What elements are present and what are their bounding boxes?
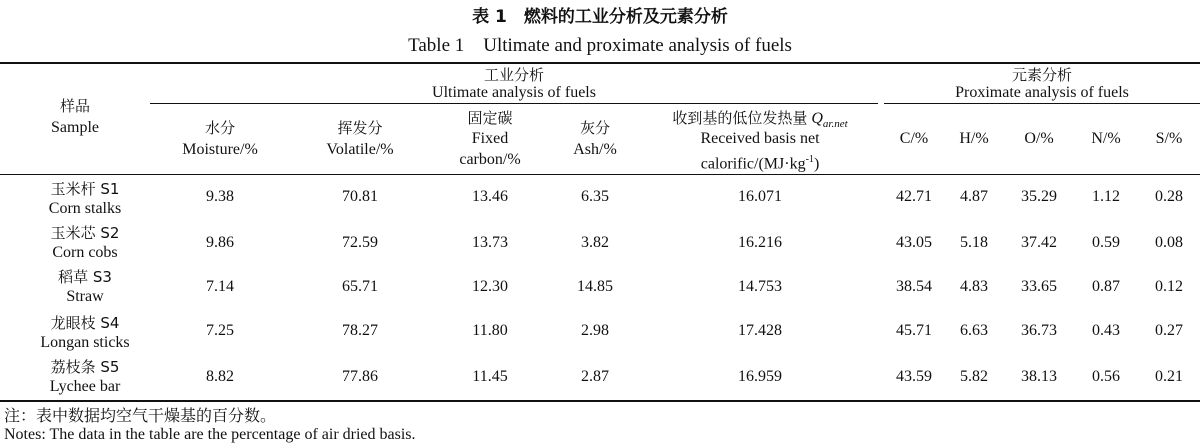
header-calorific-subscript: ar.net [822,118,848,131]
row4-fixed: 11.80 [472,322,508,339]
header-group-elemental-cn: 元素分析 [1011,66,1072,84]
header-sample-cn: 样品 [59,97,90,115]
row3-moisture: 7.14 [206,278,234,295]
header-fixed-en-line1: Fixed [471,130,509,147]
row3-s: 0.12 [1155,278,1183,295]
row5-c: 43.59 [896,368,932,385]
row1-ash: 6.35 [581,188,609,205]
row4-n: 0.43 [1092,322,1120,339]
header-calorific-en-line1: Received basis net [700,130,820,147]
row1-s: 0.28 [1155,188,1183,205]
header-ash-en: Ash/% [573,141,617,158]
row2-c: 43.05 [896,234,932,251]
row3-ash: 14.85 [577,278,613,295]
footnote-cn: 注：表中数据均空气干燥基的百分数。 [4,406,277,425]
header-h: H/% [959,130,989,147]
row2-fixed: 13.73 [472,234,508,251]
row4-calorific: 17.428 [738,322,782,339]
row5-volatile: 77.86 [342,368,378,385]
row2-name-cn: 玉米芯 S2 [50,224,120,242]
row2-h: 5.18 [960,234,988,251]
row1-fixed: 13.46 [472,188,508,205]
row5-h: 5.82 [960,368,988,385]
footnote-en: Notes: The data in the table are the percentage of air dried basis. [4,426,416,443]
row5-o: 38.13 [1021,368,1057,385]
header-bottom-rule [0,174,1200,175]
row3-name-cn: 稻草 S3 [58,268,112,286]
row5-name-cn: 荔枝条 S5 [50,358,120,376]
table-title-cn: 表 1 燃料的工业分析及元素分析 [472,7,728,27]
row3-h: 4.83 [960,278,988,295]
row1-c: 42.71 [896,188,932,205]
row4-name-en: Longan sticks [40,334,130,351]
header-group-industrial-en: Ultimate analysis of fuels [432,84,596,101]
row1-o: 35.29 [1021,188,1057,205]
row3-volatile: 65.71 [342,278,378,295]
row1-moisture: 9.38 [206,188,234,205]
row3-c: 38.54 [896,278,932,295]
row4-ash: 2.98 [581,322,609,339]
header-group-elemental-en: Proximate analysis of fuels [955,84,1129,101]
row4-o: 36.73 [1021,322,1057,339]
row1-name-cn: 玉米杆 S1 [50,180,120,198]
row2-moisture: 9.86 [206,234,234,251]
header-calorific-unit-sup: -1 [805,154,814,165]
row5-moisture: 8.82 [206,368,234,385]
row5-s: 0.21 [1155,368,1183,385]
row5-fixed: 11.45 [472,368,508,385]
bottom-rule [0,400,1200,402]
row4-volatile: 78.27 [342,322,378,339]
row2-volatile: 72.59 [342,234,378,251]
header-fixed-cn: 固定碳 [467,109,513,127]
row3-fixed: 12.30 [472,278,508,295]
header-moisture-cn: 水分 [204,119,235,137]
header-calorific-cn-text: 收到基的低位发热量 [672,109,808,127]
table-title-en: Table 1 Ultimate and proximate analysis of fuels [408,35,792,56]
row1-volatile: 70.81 [342,188,378,205]
row3-o: 33.65 [1021,278,1057,295]
row2-calorific: 16.216 [738,234,782,251]
header-n: N/% [1091,130,1121,147]
row5-ash: 2.87 [581,368,609,385]
row1-calorific: 16.071 [738,188,782,205]
row4-name-cn: 龙眼枝 S4 [50,314,120,332]
row5-name-en: Lychee bar [49,378,121,395]
header-ash-cn: 灰分 [579,119,610,137]
header-volatile-en: Volatile/% [326,141,394,158]
header-calorific-q: Q [811,110,823,127]
header-o: O/% [1024,130,1054,147]
row1-name-en: Corn stalks [48,200,122,217]
row3-name-en: Straw [66,288,104,305]
row5-n: 0.56 [1092,368,1120,385]
header-volatile-cn: 挥发分 [337,119,383,137]
header-fixed-en-line2: carbon/% [459,151,521,168]
header-s: S/% [1155,130,1183,147]
row4-moisture: 7.25 [206,322,234,339]
header-group-industrial-cn: 工业分析 [483,66,544,84]
row4-c: 45.71 [896,322,932,339]
header-calorific-symbol [807,110,848,131]
header-c: C/% [899,130,929,147]
header-calorific-unit-a: calorific/(MJ·kg [700,155,806,173]
row2-n: 0.59 [1092,234,1120,251]
row4-s: 0.27 [1155,322,1183,339]
row2-name-en: Corn cobs [52,244,118,261]
row2-ash: 3.82 [581,234,609,251]
header-sample-en: Sample [51,119,99,136]
header-calorific-unit-b: ) [813,155,820,173]
header-moisture-en: Moisture/% [182,141,258,158]
row3-n: 0.87 [1092,278,1120,295]
row1-n: 1.12 [1092,188,1120,205]
row4-h: 6.63 [960,322,988,339]
row2-o: 37.42 [1021,234,1057,251]
row2-s: 0.08 [1155,234,1183,251]
header-calorific-en-line2 [640,149,880,175]
row1-h: 4.87 [960,188,988,205]
row5-calorific: 16.959 [738,368,782,385]
row3-calorific: 14.753 [738,278,782,295]
